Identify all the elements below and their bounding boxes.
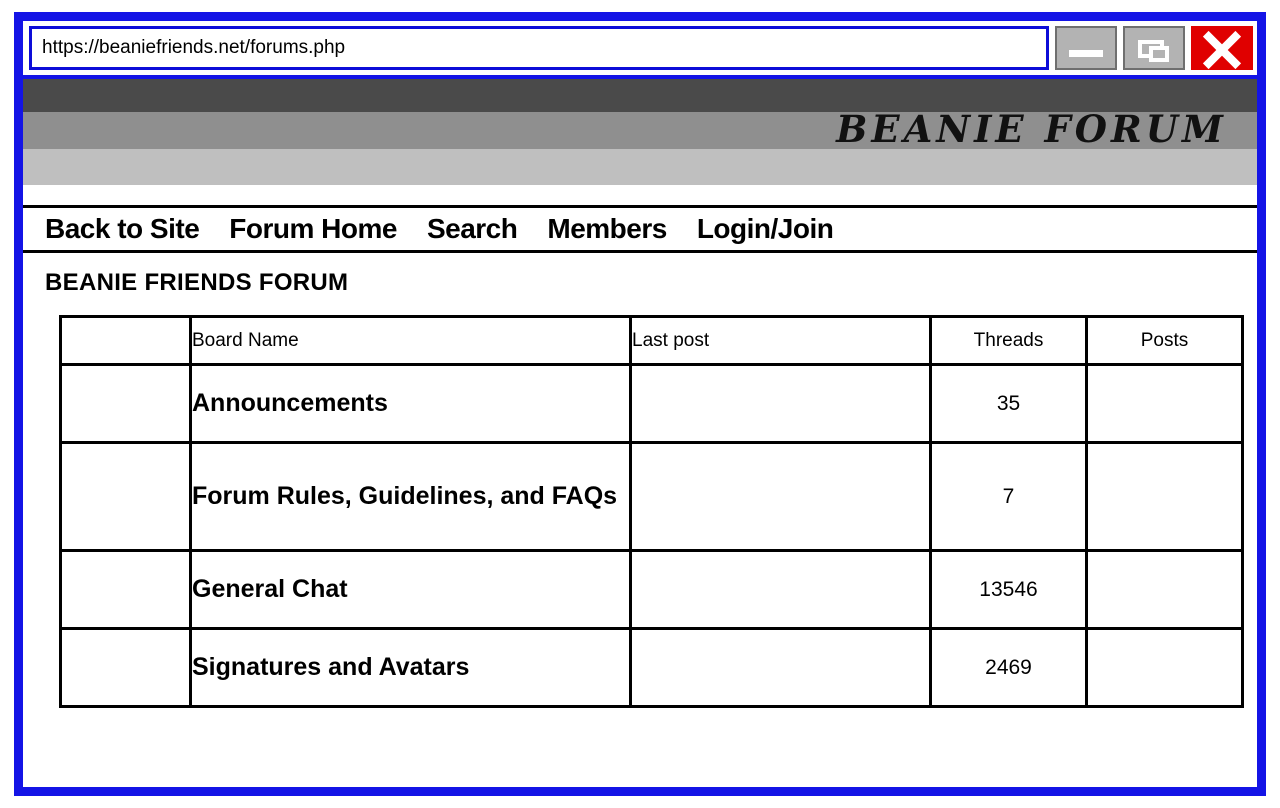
browser-titlebar (23, 21, 1257, 75)
header-icon (61, 317, 191, 365)
board-table-body (61, 365, 1243, 707)
board-link-signatures-avatars[interactable]: Signatures and Avatars (191, 629, 631, 707)
browser-window (14, 12, 1266, 796)
table-header-row (61, 317, 1243, 365)
minimize-icon[interactable] (1055, 26, 1117, 70)
row-posts (1087, 365, 1243, 443)
nav-item-members[interactable]: Members (547, 213, 667, 244)
table-row[interactable] (61, 551, 1243, 629)
site-banner (23, 79, 1257, 185)
nav-item-back-to-site[interactable]: Back to Site (45, 213, 200, 244)
header-board-name[interactable]: Board Name (191, 317, 631, 365)
row-last-post (631, 551, 931, 629)
row-icon-cell (61, 629, 191, 707)
restore-icon[interactable] (1123, 26, 1185, 70)
restore-icon-front (1149, 46, 1169, 62)
row-threads: 2469 (931, 629, 1087, 707)
nav-item-search[interactable]: Search (426, 213, 518, 244)
row-icon-cell (61, 365, 191, 443)
row-icon-cell (61, 443, 191, 551)
board-link-general-chat[interactable]: General Chat (191, 551, 631, 629)
board-link-forum-rules[interactable]: Forum Rules, Guidelines, and FAQs (191, 443, 631, 551)
banner-title: BEANIE FORUM (836, 107, 1227, 151)
forum-navbar (23, 205, 1257, 253)
table-row[interactable] (61, 365, 1243, 443)
header-posts[interactable]: Posts (1087, 317, 1243, 365)
row-posts (1087, 551, 1243, 629)
header-threads[interactable]: Threads (931, 317, 1087, 365)
banner-band-light (23, 149, 1257, 185)
table-row[interactable] (61, 443, 1243, 551)
url-input[interactable]: https://beaniefriends.net/forums.php (29, 26, 1049, 70)
row-threads: 7 (931, 443, 1087, 551)
nav-item-login-join[interactable]: Login/Join (696, 213, 834, 244)
board-table-head (61, 317, 1243, 365)
board-link-announcements[interactable]: Announcements (191, 365, 631, 443)
row-posts (1087, 443, 1243, 551)
page-content (23, 75, 1257, 787)
header-last-post[interactable]: Last post (631, 317, 931, 365)
row-last-post (631, 443, 931, 551)
row-threads: 13546 (931, 551, 1087, 629)
row-last-post (631, 629, 931, 707)
close-icon[interactable] (1191, 26, 1253, 70)
nav-item-forum-home[interactable]: Forum Home (229, 213, 397, 244)
row-icon-cell (61, 551, 191, 629)
table-row[interactable] (61, 629, 1243, 707)
row-threads: 35 (931, 365, 1087, 443)
row-last-post (631, 365, 931, 443)
page-title: BEANIE FRIENDS FORUM (45, 269, 349, 296)
board-table (59, 315, 1244, 708)
banner-spacer (23, 185, 1257, 205)
row-posts (1087, 629, 1243, 707)
